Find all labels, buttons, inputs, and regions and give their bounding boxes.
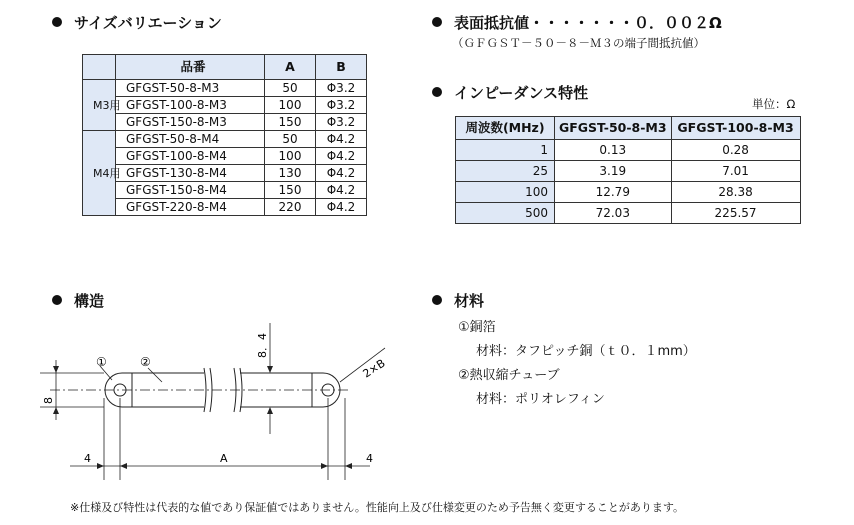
cell-a: 100	[265, 97, 316, 114]
header-b: B	[316, 55, 367, 80]
group-header-cell	[83, 55, 116, 80]
cell-value-100: 7.01	[671, 161, 800, 182]
material-item1-detail: 材料：タフピッチ銅（ｔ０．１mm）	[476, 344, 696, 359]
structure-heading	[52, 290, 104, 311]
cell-b: Φ3.2	[316, 97, 367, 114]
resistance-title: 表面抵抗値・・・・・・・０．００２Ω	[454, 14, 722, 32]
table-row	[83, 148, 367, 165]
hole-label: 2×B	[360, 356, 388, 381]
cell-a: 150	[265, 182, 316, 199]
cell-part-number: GFGST-150-8-M3	[116, 114, 265, 131]
structure-title: 構造	[74, 292, 105, 310]
resistance-note: （ＧＦＧＳＴ－５０－８－Ｍ３の端子間抵抗値）	[452, 36, 705, 50]
cell-a: 220	[265, 199, 316, 216]
cell-part-number: GFGST-130-8-M4	[116, 165, 265, 182]
table-row	[456, 182, 801, 203]
table-row	[83, 114, 367, 131]
edge-right-label: 4	[366, 452, 373, 465]
cell-value-50: 72.03	[555, 203, 672, 224]
group-label-text: M4用	[93, 166, 121, 180]
bullet-icon	[52, 17, 62, 27]
width-label: 8	[42, 397, 55, 404]
material-title: 材料	[454, 292, 485, 310]
header-model-100: GFGST-100-8-M3	[671, 117, 800, 140]
table-row	[83, 131, 367, 148]
table-row	[83, 80, 367, 97]
part1-label: ①	[96, 355, 107, 369]
structure-drawing	[40, 318, 420, 484]
bullet-icon	[52, 295, 62, 305]
table-header-row	[456, 117, 801, 140]
impedance-title: インピーダンス特性	[454, 84, 589, 102]
header-part-number: 品番	[116, 55, 265, 80]
bullet-icon	[432, 87, 442, 97]
table-row	[456, 203, 801, 224]
cell-a: 50	[265, 80, 316, 97]
size-section-title: サイズバリエーション	[74, 14, 222, 32]
group-label	[83, 131, 121, 216]
cell-b: Φ3.2	[316, 80, 367, 97]
cell-part-number: GFGST-220-8-M4	[116, 199, 265, 216]
material-item2-detail: 材料：ポリオレフィン	[476, 392, 605, 407]
table-row	[456, 161, 801, 182]
cell-frequency: 100	[456, 182, 555, 203]
cell-b: Φ4.2	[316, 182, 367, 199]
size-table-body	[83, 80, 367, 216]
cell-value-100: 225.57	[671, 203, 800, 224]
cell-a: 50	[265, 131, 316, 148]
bullet-icon	[432, 17, 442, 27]
cell-a: 150	[265, 114, 316, 131]
material-item1: ①銅箔	[458, 320, 496, 335]
cell-part-number: GFGST-50-8-M3	[116, 80, 265, 97]
table-row	[83, 165, 367, 182]
cell-a: 100	[265, 148, 316, 165]
impedance-table-body	[456, 140, 801, 224]
cell-value-50: 3.19	[555, 161, 672, 182]
cell-b: Φ3.2	[316, 114, 367, 131]
edge-left-label: 4	[84, 452, 91, 465]
cell-value-100: 28.38	[671, 182, 800, 203]
cell-part-number: GFGST-50-8-M4	[116, 131, 265, 148]
material-heading	[432, 290, 484, 311]
cell-frequency: 25	[456, 161, 555, 182]
cell-b: Φ4.2	[316, 148, 367, 165]
header-frequency: 周波数(MHz)	[456, 117, 555, 140]
cell-a: 130	[265, 165, 316, 182]
size-section-heading	[52, 12, 222, 33]
cell-b: Φ4.2	[316, 131, 367, 148]
footnote: ※仕様及び特性は代表的な値であり保証値ではありません。性能向上及び仕様変更のため予告無く変更することがあります。	[70, 501, 684, 514]
impedance-unit: 単位：Ω	[752, 97, 796, 111]
cell-b: Φ4.2	[316, 199, 367, 216]
bullet-icon	[432, 295, 442, 305]
size-variation-table	[82, 54, 367, 216]
cell-value-50: 12.79	[555, 182, 672, 203]
group-label	[83, 80, 121, 131]
material-item2: ②熱収縮チューブ	[458, 368, 560, 383]
impedance-table	[455, 116, 801, 224]
cell-value-100: 0.28	[671, 140, 800, 161]
table-row	[83, 199, 367, 216]
table-header-row	[83, 55, 367, 80]
header-a: A	[265, 55, 316, 80]
table-row	[83, 182, 367, 199]
cell-frequency: 500	[456, 203, 555, 224]
cell-part-number: GFGST-100-8-M3	[116, 97, 265, 114]
cell-part-number: GFGST-100-8-M4	[116, 148, 265, 165]
table-row	[456, 140, 801, 161]
resistance-heading	[432, 12, 722, 33]
thickness-label: 8．4	[256, 333, 269, 358]
cell-value-50: 0.13	[555, 140, 672, 161]
group-label-text: M3用	[93, 98, 121, 112]
length-label: A	[220, 452, 228, 465]
impedance-heading	[432, 82, 588, 103]
part2-label: ②	[140, 355, 151, 369]
cell-part-number: GFGST-150-8-M4	[116, 182, 265, 199]
cell-frequency: 1	[456, 140, 555, 161]
header-model-50: GFGST-50-8-M3	[555, 117, 672, 140]
cell-b: Φ4.2	[316, 165, 367, 182]
table-row	[83, 97, 367, 114]
